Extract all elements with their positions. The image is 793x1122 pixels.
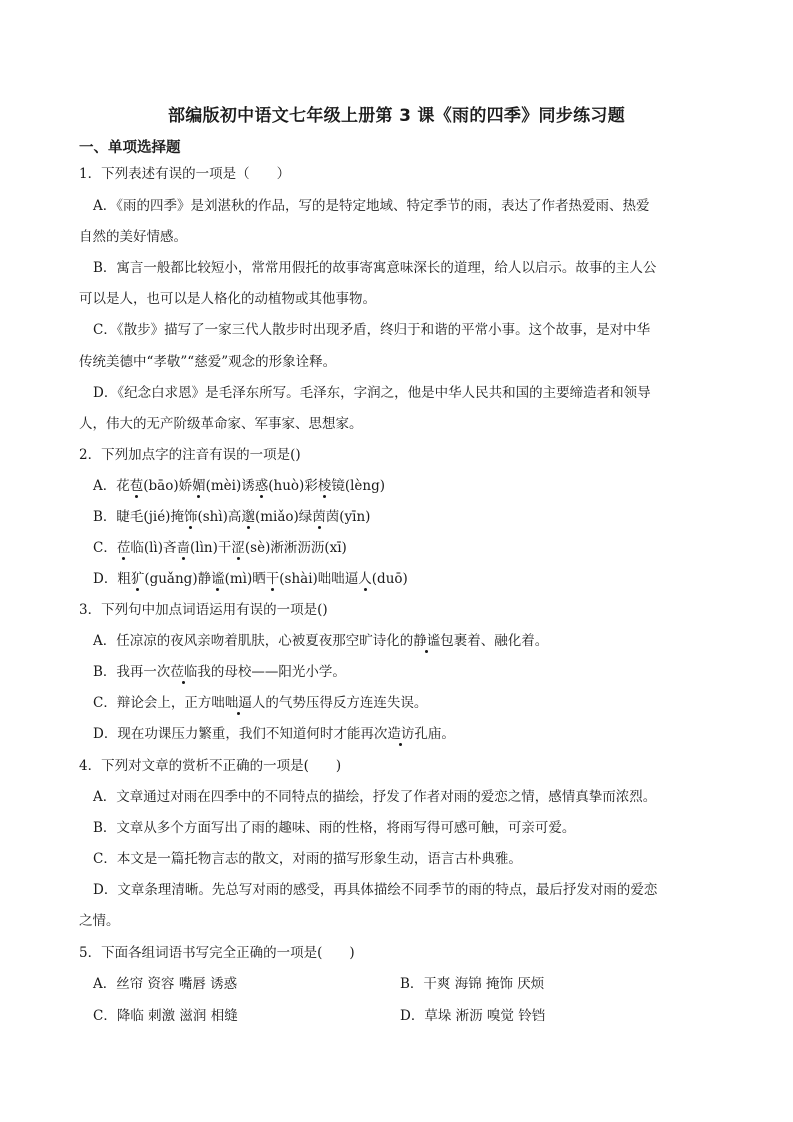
question-4-option-d-line2: 之情。 bbox=[79, 913, 120, 929]
question-2-stem: 2．下列加点字的注音有误的一项是() bbox=[79, 447, 301, 463]
question-1-option-b-line1: B．寓言一般都比较短小，常常用假托的故事寄寓意味深长的道理，给人以启示。故事的主人公 bbox=[93, 260, 657, 276]
question-2-option-b: B．睫毛(jié)掩饰(shì)高邈(miǎo)绿茵茵(yīn) bbox=[93, 509, 371, 525]
question-3-stem: 3．下列句中加点词语运用有误的一项是() bbox=[79, 602, 328, 618]
question-3-option-b: B．我再一次莅临我的母校——阳光小学。 bbox=[93, 664, 346, 680]
question-5-stem: 5．下面各组词语书写完全正确的一项是( ) bbox=[79, 945, 355, 961]
question-1-option-a-line1: A．《雨的四季》是刘湛秋的作品，写的是特定地域、特定季节的雨，表达了作者热爱雨、热爱 bbox=[93, 198, 650, 214]
question-3-option-a: A．任凉凉的夜风亲吻着肌肤，心被夏夜那空旷诗化的静谧包裹着、融化着。 bbox=[93, 633, 549, 649]
question-3-option-c: C．辩论会上，正方咄咄逼人的气势压得反方连连失误。 bbox=[93, 695, 428, 711]
question-1-option-d-line2: 人，伟大的无产阶级革命家、军事家、思想家。 bbox=[79, 416, 363, 432]
document-title: 部编版初中语文七年级上册第 3 课《雨的四季》同步练习题 bbox=[167, 106, 626, 126]
question-5-option-d: D．草垛 淅沥 嗅觉 铃铛 bbox=[400, 1008, 546, 1024]
question-5-option-b: B．干爽 海锦 掩饰 厌烦 bbox=[400, 976, 545, 992]
question-4-option-b: B．文章从多个方面写出了雨的趣味、雨的性格，将雨写得可感可触，可亲可爱。 bbox=[93, 820, 576, 836]
question-1-option-d-line1: D．《纪念白求恩》是毛泽东所写。毛泽东，字润之，他是中华人民共和国的主要缔造者和领导 bbox=[93, 385, 651, 401]
question-5-option-c: C．降临 刺激 滋润 相缝 bbox=[93, 1008, 238, 1024]
question-1-option-b-line2: 可以是人，也可以是人格化的动植物或其他事物。 bbox=[79, 291, 376, 307]
question-1-option-c-line2: 传统美德中“孝敬”“慈爱”观念的形象诠释。 bbox=[79, 354, 337, 370]
question-1-stem: 1．下列表述有误的一项是（ ） bbox=[79, 166, 291, 182]
question-2-option-c: C．莅临(lì)吝啬(lìn)干涩(sè)淅淅沥沥(xī) bbox=[93, 540, 347, 556]
question-5-option-a: A．丝帘 资容 嘴唇 诱惑 bbox=[93, 976, 238, 992]
question-4-option-d-line1: D．文章条理清晰。先总写对雨的感受，再具体描绘不同季节的雨的特点，最后抒发对雨的爱恋 bbox=[93, 882, 658, 898]
question-1-option-c-line1: C．《散步》描写了一家三代人散步时出现矛盾，终归于和谐的平常小事。这个故事，是对中华 bbox=[93, 322, 651, 338]
question-4-stem: 4．下列对文章的赏析不正确的一项是( ) bbox=[79, 758, 342, 774]
question-2-option-a: A．花苞(bāo)娇媚(mèi)诱惑(huò)彩棱镜(lèng) bbox=[93, 478, 386, 494]
section-heading: 一、单项选择题 bbox=[79, 140, 181, 156]
question-1-option-a-line2: 自然的美好情感。 bbox=[79, 229, 187, 245]
question-2-option-d: D．粗犷(guǎng)静谧(mì)晒干(shài)咄咄逼人(duō) bbox=[93, 571, 408, 587]
question-3-option-d: D．现在功课压力繁重，我们不知道何时才能再次造访孔庙。 bbox=[93, 726, 455, 742]
question-4-option-a: A．文章通过对雨在四季中的不同特点的描绘，抒发了作者对雨的爱恋之情，感情真挚而浓烈。 bbox=[93, 789, 657, 805]
question-4-option-c: C．本文是一篇托物言志的散文，对雨的描写形象生动，语言古朴典雅。 bbox=[93, 851, 522, 867]
